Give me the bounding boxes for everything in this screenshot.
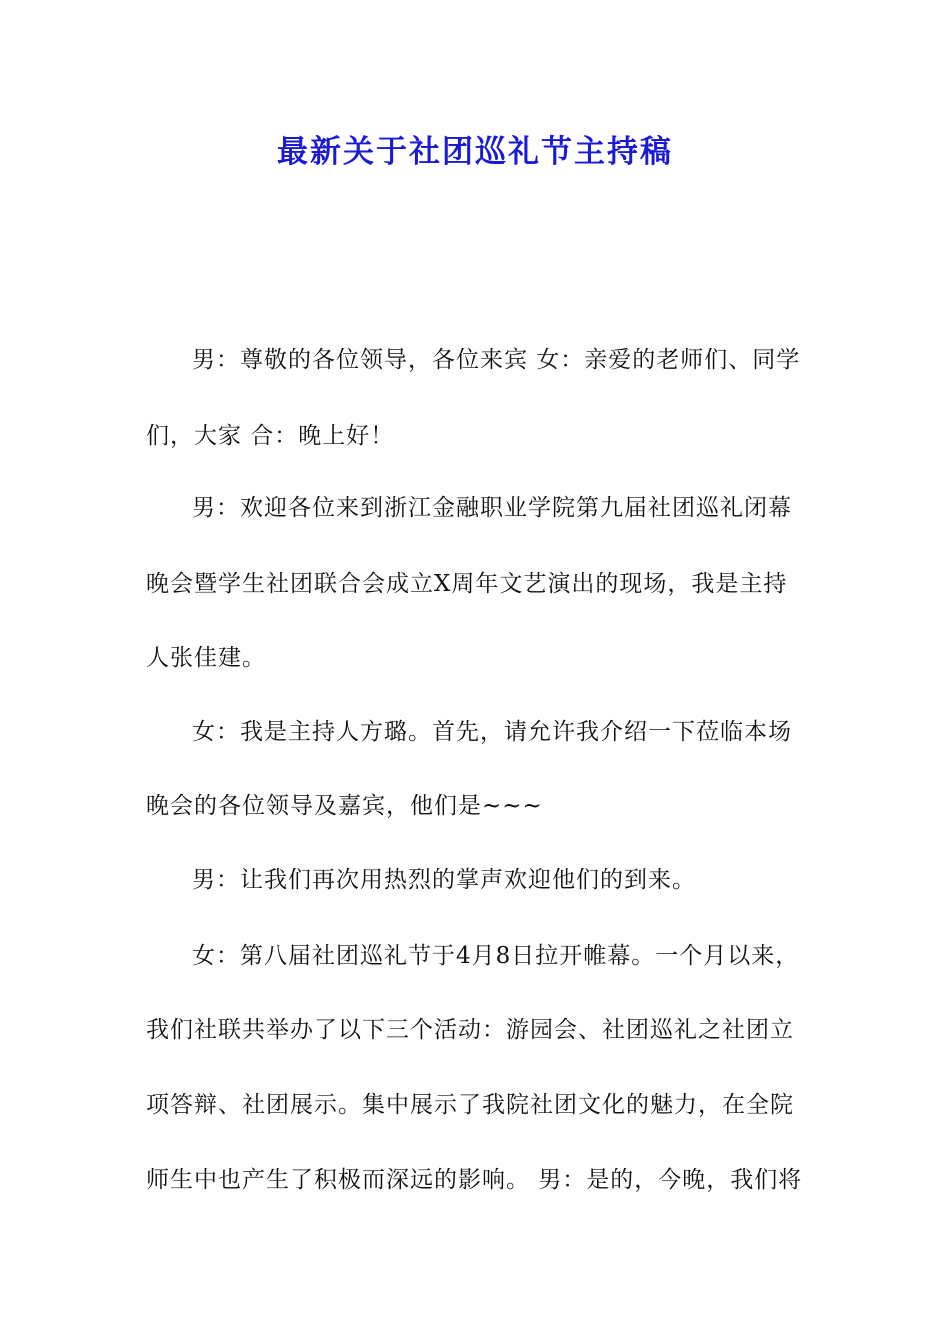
document-title: 最新关于社团巡礼节主持稿: [277, 134, 673, 170]
paragraph-line: 我们社联共举办了以下三个活动：游园会、社团巡礼之社团立: [146, 1017, 794, 1043]
paragraph-line: 晚会的各位领导及嘉宾，他们是~~~: [146, 793, 543, 819]
paragraph-line: 晚会暨学生社团联合会成立X周年文艺演出的现场，我是主持: [146, 571, 788, 597]
paragraph-line: 男：让我们再次用热烈的掌声欢迎他们的到来。: [192, 867, 696, 893]
paragraph-line: 项答辩、社团展示。集中展示了我院社团文化的魅力，在全院: [146, 1092, 794, 1118]
paragraph-line: 师生中也产生了积极而深远的影响。 男：是的，今晚，我们将: [146, 1167, 803, 1193]
paragraph-line: 女：我是主持人方璐。首先，请允许我介绍一下莅临本场: [192, 719, 792, 745]
paragraph-line: 女：第八届社团巡礼节于4月8日拉开帷幕。一个月以来，: [192, 943, 800, 969]
paragraph-line: 男：欢迎各位来到浙江金融职业学院第九届社团巡礼闭幕: [192, 495, 792, 521]
paragraph-line: 们，大家 合：晚上好！: [146, 423, 395, 449]
paragraph-line: 男：尊敬的各位领导，各位来宾 女：亲爱的老师们、同学: [192, 347, 801, 373]
paragraph-line: 人张佳建。: [146, 645, 266, 671]
